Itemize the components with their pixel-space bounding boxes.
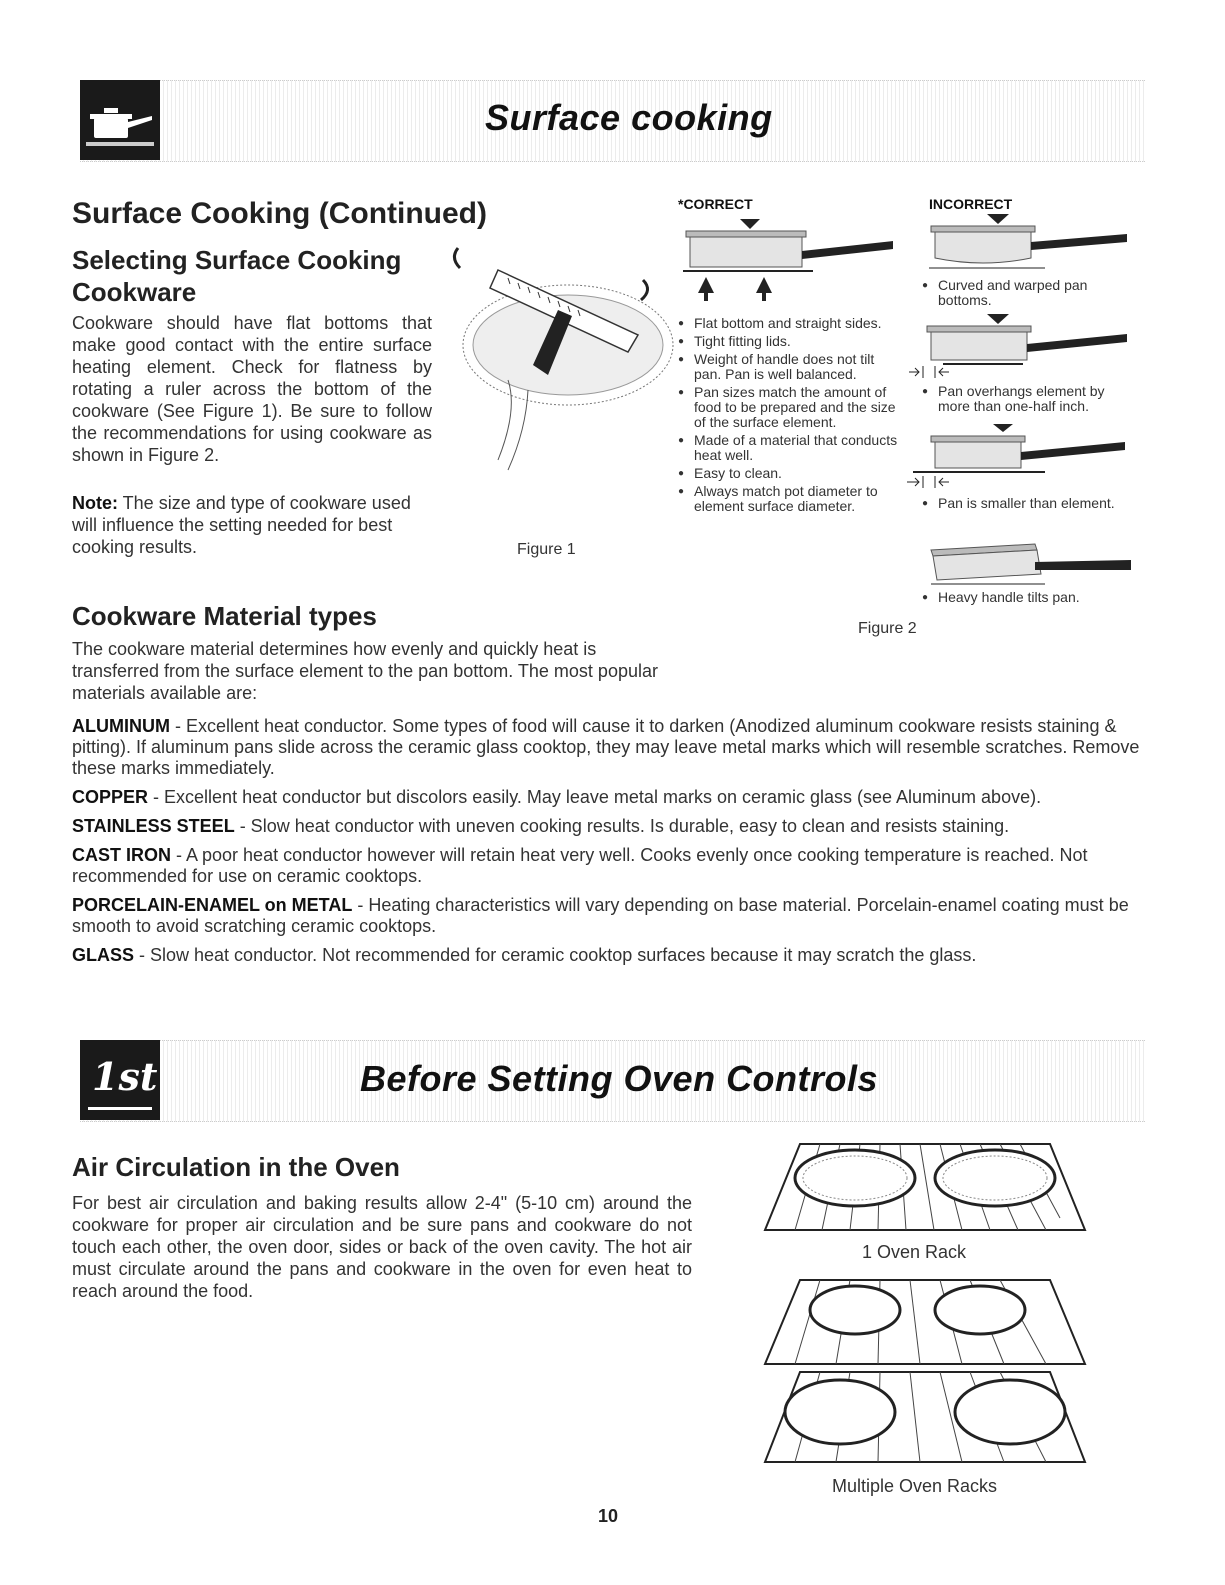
material-text: - Excellent heat conductor. Some types of food will cause it to darken (Anodized aluminum cookware resists staining & pitting). If aluminum pans slide across the ceramic glass cooktop, they may leave metal marks which will resemble scratches. Remove these marks immediately.	[72, 716, 1140, 778]
incorrect-item-1	[922, 278, 1132, 311]
figure2-caption: Figure 2	[858, 620, 917, 637]
first-step-text: 1st	[92, 1054, 158, 1099]
material-copper	[72, 787, 1147, 808]
material-text: - Excellent heat conductor but discolors easily. May leave metal marks on ceramic glass (see Aluminum above).	[148, 787, 1042, 807]
materials-heading: Cookware Material types	[72, 601, 377, 631]
page-heading: Surface Cooking (Continued)	[72, 197, 487, 230]
intro-paragraph: Cookware should have flat bottoms that make good contact with the entire surface heating element. Check for flatness by rotating a ruler across the bottom of the cookware (See Figure 1). Be sure to follow the recommendations for using cookware as shown in Figure 2.	[72, 313, 432, 465]
material-name: ALUMINUM	[72, 716, 170, 736]
correct-item: ● Weight of handle does not tilt pan. Pan is well balanced.	[678, 352, 898, 382]
small-pan-illustration	[905, 420, 1135, 492]
material-aluminum	[72, 716, 1147, 779]
air-paragraph: For best air circulation and baking results allow 2-4" (5-10 cm) around the cookware for proper air circulation and be sure pans and cookware do not touch each other, the oven door, sides or back of the oven cavity. The hot air must circulate around the pans and cookware in the oven for even heat to reach around the food.	[72, 1193, 692, 1301]
banner2-title: Before Setting Oven Controls	[360, 1058, 879, 1099]
incorrect-item-3	[922, 496, 1132, 514]
material-porcelain-enamel	[72, 895, 1147, 937]
correct-item: ● Flat bottom and straight sides.	[678, 316, 898, 331]
material-text: - Slow heat conductor. Not recommended for ceramic cooktop surfaces because it may scratch the glass.	[134, 945, 977, 965]
single-rack-caption: 1 Oven Rack	[862, 1242, 967, 1262]
incorrect-item-4	[922, 590, 1132, 608]
material-name: STAINLESS STEEL	[72, 816, 235, 836]
materials-list	[72, 716, 1147, 974]
correct-item: ● Easy to clean.	[678, 466, 898, 481]
warped-pan-illustration	[925, 212, 1135, 274]
correct-header: *CORRECT	[678, 196, 753, 212]
incorrect-item: ● Pan is smaller than element.	[922, 496, 1132, 511]
note-text: The size and type of cookware used will influence the setting needed for best cooking results.	[72, 493, 411, 557]
banner-title: Surface cooking	[485, 97, 773, 138]
correct-item: ● Tight fitting lids.	[678, 334, 898, 349]
material-cast-iron	[72, 845, 1147, 887]
correct-item: ● Always match pot diameter to element surface diameter.	[678, 484, 898, 514]
correct-list	[678, 316, 898, 517]
material-text: - Slow heat conductor with uneven cooking results. Is durable, easy to clean and resists staining.	[234, 816, 1010, 836]
material-text: - Heating characteristics will vary depending on base material. Porcelain-enamel coating must be smooth to avoid scratching ceramic cooktops.	[72, 895, 1129, 936]
material-name: GLASS	[72, 945, 135, 965]
material-glass	[72, 945, 1147, 966]
materials-intro: The cookware material determines how evenly and quickly heat is transferred from the surface element to the pan bottom. The most popular materials available are:	[72, 639, 658, 703]
tilted-pan-illustration	[925, 540, 1135, 590]
overhang-pan-illustration	[905, 312, 1135, 382]
note-paragraph	[72, 492, 432, 558]
first-step-banner-icon	[80, 1040, 160, 1120]
multiple-racks-illustration	[760, 1272, 1090, 1472]
subheading: Selecting Surface Cooking Cookware	[72, 245, 402, 307]
incorrect-item: ● Curved and warped pan bottoms.	[922, 278, 1132, 308]
multiple-racks-caption: Multiple Oven Racks	[832, 1476, 998, 1496]
incorrect-item: ● Pan overhangs element by more than one-half inch.	[922, 384, 1137, 414]
material-name: PORCELAIN-ENAMEL on METAL	[72, 895, 353, 915]
material-name: CAST IRON	[72, 845, 171, 865]
correct-pan-illustration	[678, 215, 903, 305]
incorrect-item-2	[922, 384, 1137, 417]
air-heading: Air Circulation in the Oven	[72, 1152, 400, 1182]
correct-item: ● Made of a material that conducts heat well.	[678, 433, 898, 463]
figure1-illustration	[438, 240, 678, 490]
material-text: - A poor heat conductor however will retain heat very well. Cooks evenly once cooking temperature is reached. Not recommended for use on ceramic cooktops.	[72, 845, 1088, 886]
material-stainless-steel	[72, 816, 1147, 837]
correct-item: ● Pan sizes match the amount of food to be prepared and the size of the surface element.	[678, 385, 898, 430]
incorrect-header: INCORRECT	[929, 196, 1013, 212]
figure1-caption: Figure 1	[517, 541, 576, 558]
incorrect-item: ● Heavy handle tilts pan.	[922, 590, 1132, 605]
note-label: Note:	[72, 493, 118, 513]
pan-banner-icon	[80, 80, 160, 160]
page-number: 10	[598, 1506, 619, 1526]
material-name: COPPER	[72, 787, 149, 807]
single-rack-illustration	[760, 1138, 1090, 1238]
